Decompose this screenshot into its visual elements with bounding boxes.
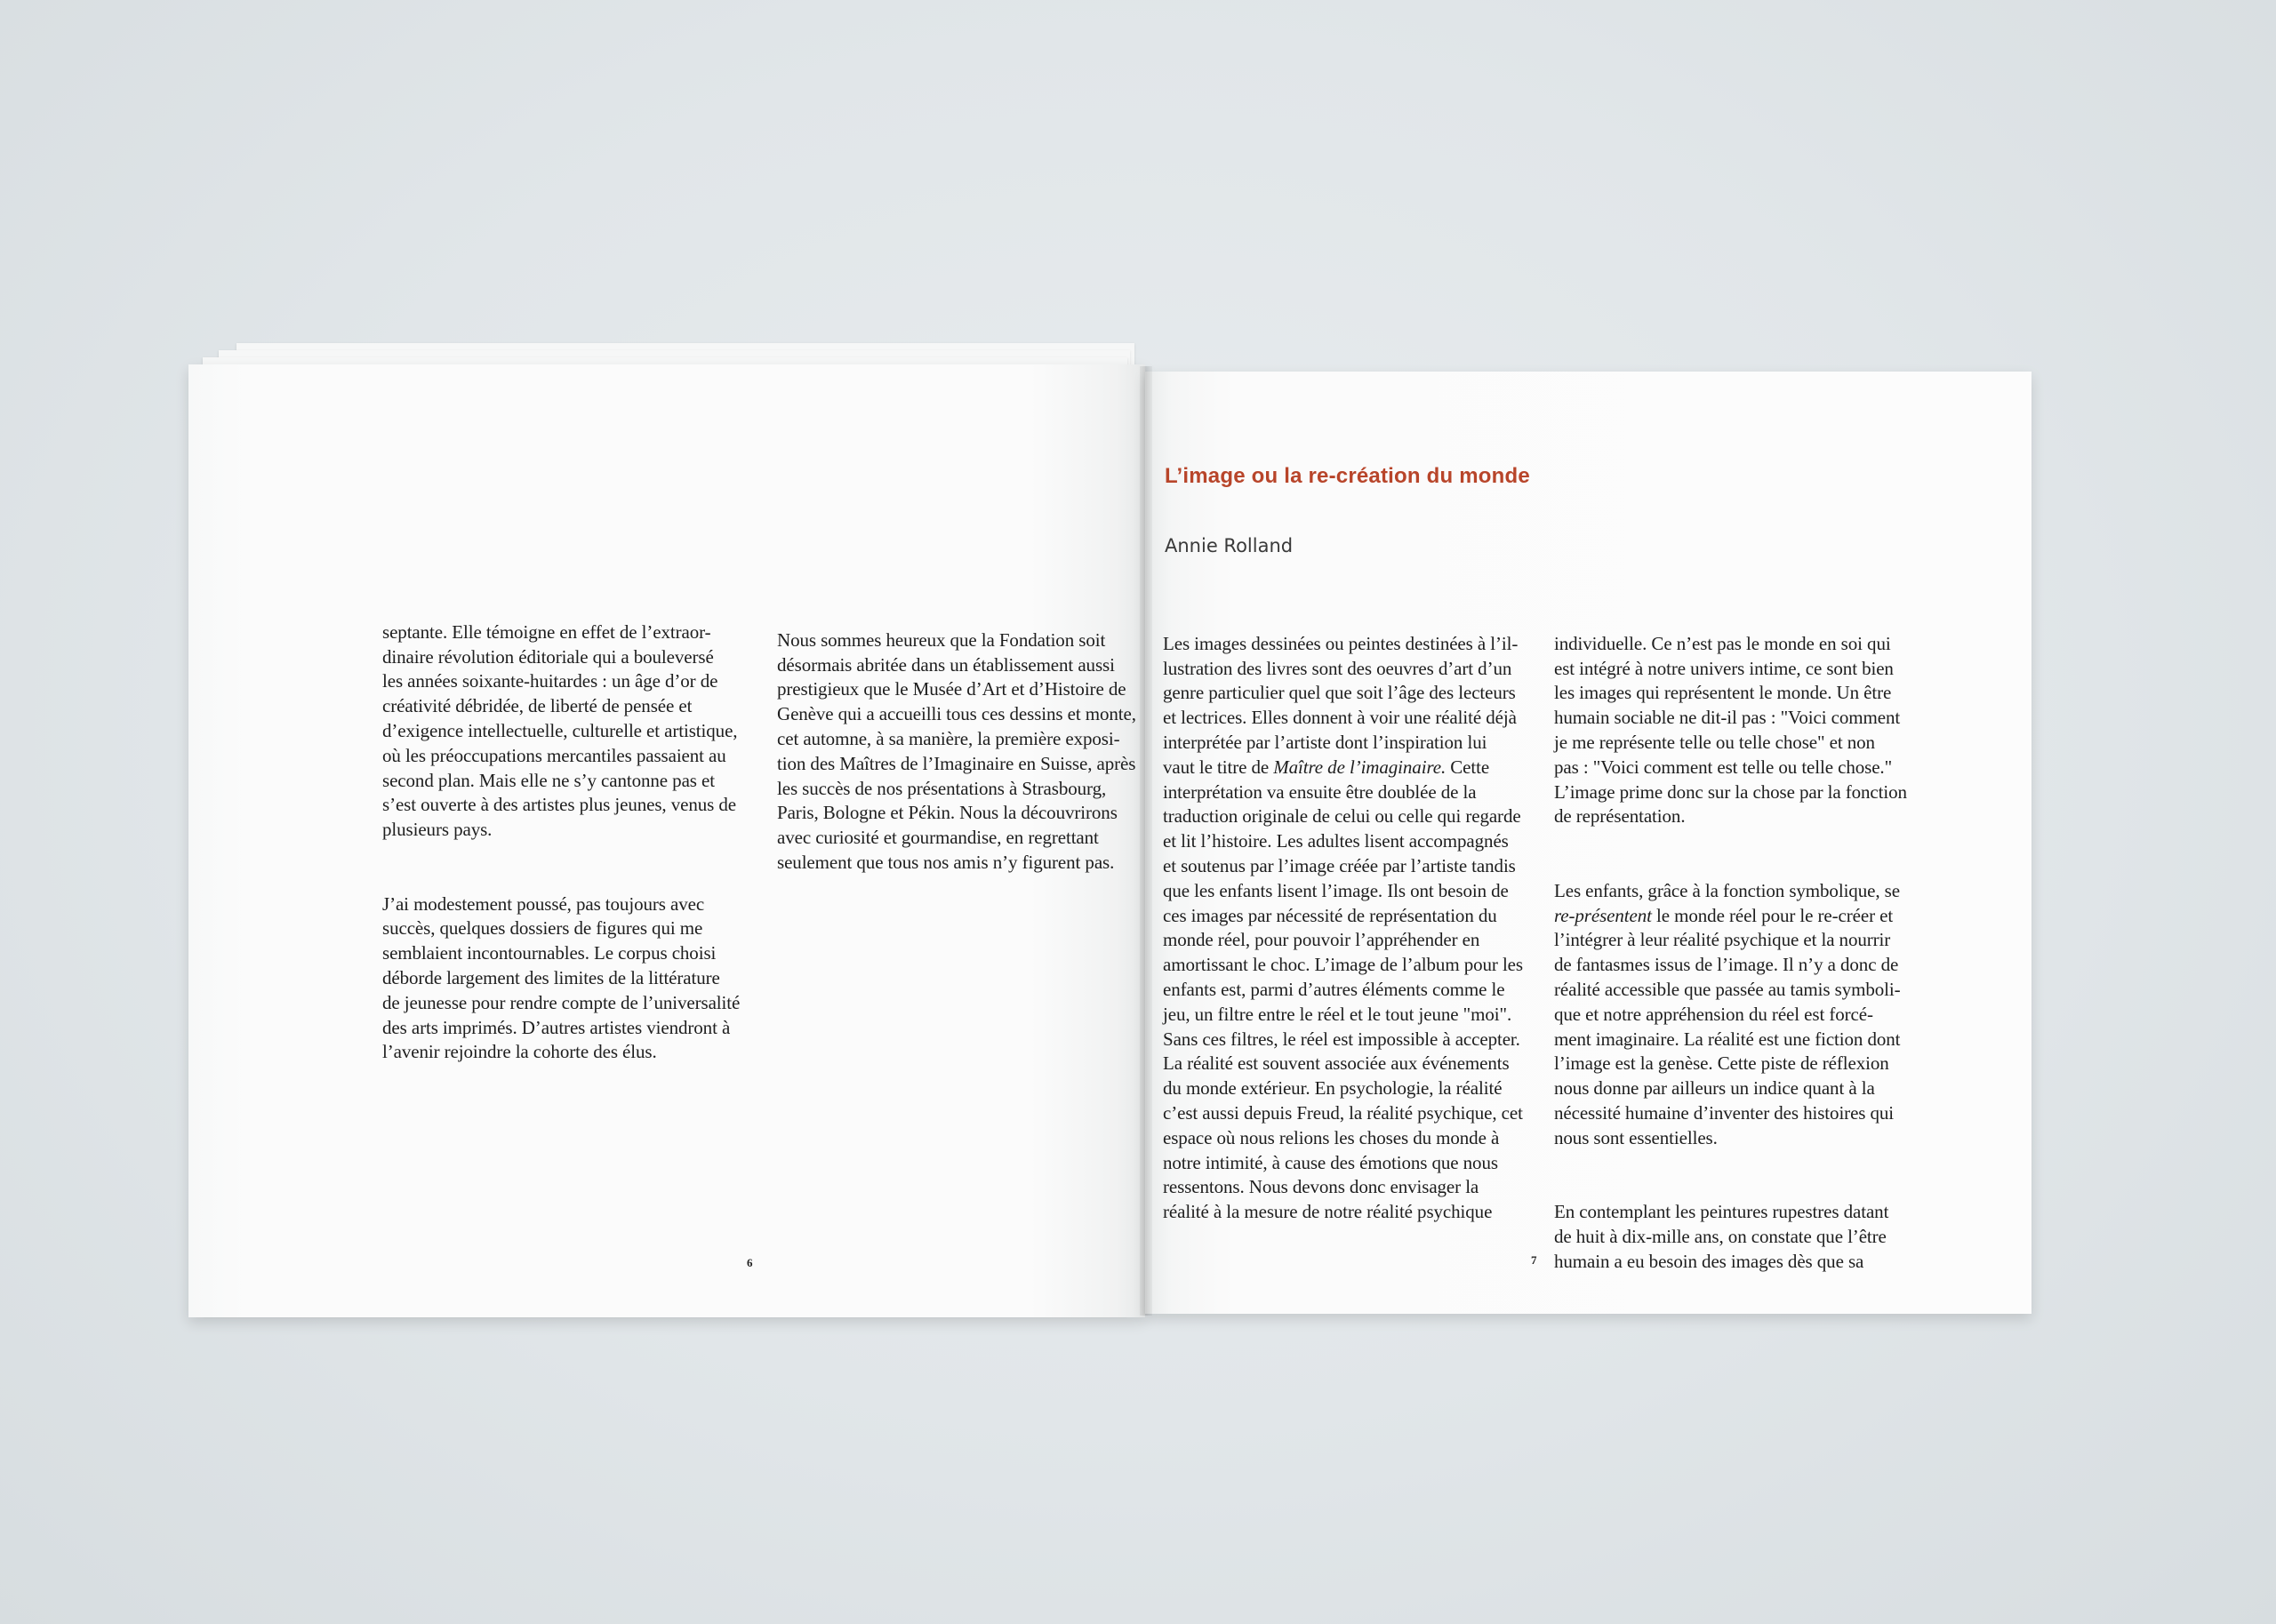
right-col1-paragraph-1-text-a: Les images dessinées ou peintes destinées à l’il- lustration des livres sont des oeuvres d’art d’un genre particulier quel que soit l’âge des lecteurs et lectrices. Elles donnent à voir une réalité déjà interprétée par l’artiste dont l’inspiration lui vaut le titre de xyxy=(1163,632,1519,778)
right-col2-paragraph-2-italic: re-présentent xyxy=(1554,904,1652,926)
right-col2-paragraph-2 xyxy=(1554,879,1927,1151)
right-col1-paragraph-1 xyxy=(1163,632,1536,1225)
right-col1-paragraph-1-text-b: Cette interprétation va ensuite être doublée de la traduction originale de celui ou celle qui regarde et lit l’histoire. Les adultes lisent accompagnés et soutenus par l’image créée par l’artiste tandis que les enfants lisent l’image. Ils ont besoin de ces images par nécessité de représentation du monde réel, pour pouvoir l’appréhender en amortissant le choc. L’image de l’album pour les enfants est, parmi d’autres éléments comme le jeu, un filtre entre le réel et le tout jeune "moi". Sans ces filtres, le réel est impossible à accepter. La réalité est souvent associée aux événements du monde extérieur. En psychologie, la réalité c’est aussi depuis Freud, la réalité psychique, cet espace où nous relions les choses du monde à notre intimité, à cause des émotions que nous ressentons. Nous devons donc envisager la réalité à la mesure de notre réalité psychique xyxy=(1163,756,1523,1223)
article-heading: L’image ou la re-création du monde xyxy=(1165,464,1530,488)
right-col2-paragraph-3: En contemplant les peintures rupestres datant de huit à dix-mille ans, on constate que l’être humain a eu besoin des images dès que sa xyxy=(1554,1201,1889,1272)
right-col2-paragraph-2-text-b: le monde réel pour le re-créer et l’intégrer à leur réalité psychique et la nourrir de fantasmes issus de l’image. Il n’y a donc de réalité accessible que passée au tamis symboli- que et notre appréhension du réel est forcé- ment imaginaire. La réalité est une fiction dont l’image est la genèse. Cette piste de réflexion nous donne par ailleurs un indice quant à la nécessité humaine d’inventer des histoires qui nous sont essentielles. xyxy=(1554,904,1901,1148)
right-column-2 xyxy=(1554,607,1927,1299)
left-col1-paragraph-2: J’ai modestement poussé, pas toujours avec succès, quelques dossiers de figures qui me semblaient incontournables. Le corpus choisi déborde largement des limites de la littérature de jeunesse pour rendre compte de l’universalité des arts imprimés. D’autres artistes viendront à l’avenir rejoindre la cohorte des élus. xyxy=(382,892,741,1063)
right-col1-paragraph-1-italic: Maître de l’imaginaire. xyxy=(1273,756,1447,778)
page-number-left: 6 xyxy=(747,1256,753,1269)
book-spine-gutter xyxy=(1140,366,1152,1316)
left-col2-paragraph-1: Nous sommes heureux que la Fondation soit désormais abritée dans un établissement aussi prestigieux que le Musée d’Art et d’Histoire de Genève qui a accueilli tous ces dessins et monte, cet automne, à sa manière, la première exposi- tion des Maîtres de l’Imaginaire en Suisse, après les succès de nos présentations à Strasbourg, Paris, Bologne et Pékin. Nous la découvrirons avec curiosité et gourmandise, en regrettant seulement que tous nos amis n’y figurent pas. xyxy=(777,628,1136,873)
right-column-1 xyxy=(1163,607,1536,1250)
right-col2-paragraph-1: individuelle. Ce n’est pas le monde en soi qui est intégré à notre univers intime, ce sont bien les images qui représentent le monde. Un être humain sociable ne dit-il pas : "Voici comment je me représente telle ou telle chose" et non pas : "Voici comment est telle ou telle chose." L’image prime donc sur la chose par la fonction de représentation. xyxy=(1554,632,1907,828)
left-column-2 xyxy=(777,604,1142,900)
right-col2-paragraph-2-text-a: Les enfants, grâce à la fonction symbolique, se xyxy=(1554,879,1900,901)
page-number-right: 7 xyxy=(1531,1253,1537,1267)
article-author: Annie Rolland xyxy=(1165,535,1294,556)
left-column-1 xyxy=(382,596,747,1090)
left-col1-paragraph-1: septante. Elle témoigne en effet de l’extraor- dinaire révolution éditoriale qui a bouleversé les années soixante-huitardes : un âge d’or de créativité débridée, de liberté de pensée et d’exigence intellectuelle, culturelle et artistique, où les préoccupations mercantiles passaient au second plan. Mais elle ne s’y cantonne pas et s’est ouverte à des artistes plus jeunes, venus de plusieurs pays. xyxy=(382,620,738,841)
